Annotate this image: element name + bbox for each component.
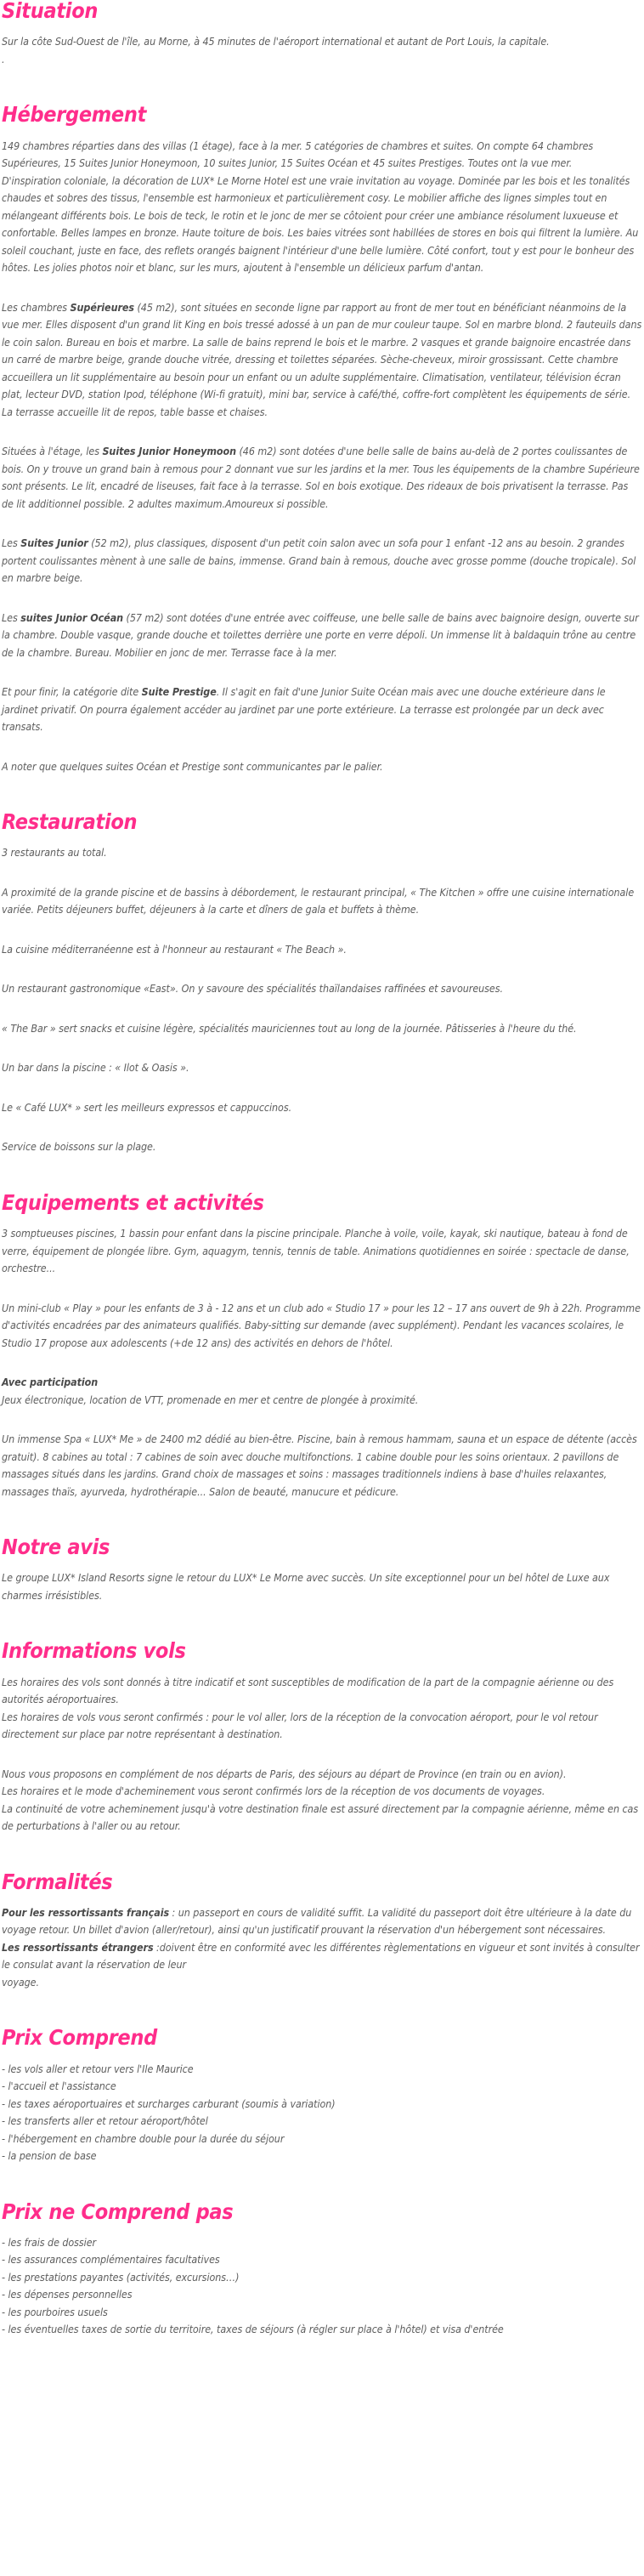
honeymoon-lead: Situées à l'étage, les (2, 445, 103, 457)
section-title-formalites: Formalités (2, 1869, 113, 1894)
spacer (2, 862, 642, 884)
spacer (2, 1037, 642, 1059)
spacer (2, 1278, 642, 1300)
list-item: - les taxes aéroportuaires et surcharges carburant (soumis à variation) (2, 2097, 336, 2110)
section-prix-comprend (2, 2027, 642, 2165)
vols-schedule-confirmation: Les horaires de vols vous seront confirmés : pour le vol aller, lors de la réception de la convocation aéroport, pour le vol retour directement sur place par notre représentant à destination. (2, 1710, 598, 1740)
honeymoon-name: Suites Junior Honeymoon (102, 445, 236, 457)
superieures-name: Supérieures (70, 300, 135, 314)
ocean-description: (57 m2) sont dotées d'une entrée avec coiffeuse, une belle salle de bains avec baignoire design, ouverte sur la chambre. Double vasque, grande douche et toilettes derrière une porte en verre dépoli. Un immense lit à baldaquin trône au centre de la chambre. Bureau. Mobilier en jonc de mer. Terrasse face à la mer. (2, 610, 639, 659)
list-item: - l'hébergement en chambre double pour la durée du séjour (2, 2131, 285, 2145)
section-prix-ne-comprend-pas (2, 2201, 642, 2339)
formalites-etrangers-text-2: voyage. (2, 1975, 39, 1989)
vols-schedule-indicative: Les horaires des vols sont donnés à titre indicatif et sont susceptibles de modification de la part de la compagnie aérienne ou des autorités aéroportuaires. (2, 1675, 614, 1705)
ocean-name: suites Junior Océan (20, 610, 124, 624)
hebergement-note: A noter que quelques suites Océan et Prestige sont communicantes par le palier. (2, 759, 383, 773)
spacer (2, 421, 642, 443)
spacer (2, 1156, 642, 1192)
equipements-participation-text: Jeux électronique, location de VTT, promenade en mer et centre de plongée à proximité. (2, 1393, 419, 1406)
list-item: - les vols aller et retour vers l'Ile Maurice (2, 2062, 194, 2075)
restaurant-the-kitchen: A proximité de la grande piscine et de bassins à débordement, le restaurant principal, « The Kitchen » offre une cuisine internationale variée. Petits déjeuners buffet, déjeuners à la carte et dîners de gala et buffets à thème. (2, 885, 635, 916)
honeymoon-description: (46 m2) sont dotées d'une belle salle de bains au-delà de 2 portes coulissantes de bois. On y trouve un grand bain à remous pour 2 donnant vue sur les jardins et la mer. Tous les équipements de la chambre Supérieure sont présents. Le lit, encadré de liseuses, fait face à la terrasse. Sol en bois exotique. Des rideaux de bois privatisent la terrasse. Pas de lit additionnel possible. 2 adultes maximum.Amoureux si possible. (2, 445, 640, 510)
section-hebergement (2, 104, 642, 775)
situation-paragraph-2: . (2, 52, 5, 65)
vols-continuity: La continuité de votre acheminement jusqu'à votre destination finale est assuré directement par la compagnie aérienne, même en cas de perturbations à l'aller ou au retour. (2, 1801, 639, 1832)
prix-comprend-list (2, 2061, 642, 2165)
restaurant-the-beach: La cuisine méditerranéenne est à l'honneur au restaurant « The Beach ». (2, 942, 347, 956)
spacer (2, 1991, 642, 2027)
prestige-lead: Et pour finir, la catégorie dite (2, 685, 142, 698)
section-notre-avis (2, 1536, 642, 1604)
section-title-prix-comprend: Prix Comprend (2, 2025, 157, 2051)
list-item: - les pourboires usuels (2, 2305, 108, 2318)
spacer (2, 1501, 642, 1536)
spacer (2, 68, 642, 104)
vols-documents-confirmation: Les horaires et le mode d'acheminement vous seront confirmés lors de la réception de vos documents de voyages. (2, 1784, 545, 1797)
spacer (2, 661, 642, 684)
section-situation (2, 0, 642, 68)
spacer (2, 2165, 642, 2201)
spacer (2, 919, 642, 941)
prix-ne-comprend-pas-list (2, 2234, 642, 2339)
section-formalites (2, 1871, 642, 1992)
restaurant-east: Un restaurant gastronomique «East». On y savoure des spécialités thaïlandaises raffinées et savoureuses. (2, 982, 503, 996)
list-item: - l'accueil et l'assistance (2, 2080, 116, 2092)
section-title-informations-vols: Informations vols (2, 1638, 186, 1664)
superieures-lead: Les chambres (2, 300, 71, 314)
spacer (2, 277, 642, 299)
list-item: - les prestations payantes (activités, excursions…) (2, 2270, 240, 2284)
spacer (2, 736, 642, 758)
section-title-hebergement: Hébergement (2, 102, 147, 128)
spacer (2, 1744, 642, 1766)
spacer (2, 587, 642, 610)
equipements-spa: Un immense Spa « LUX* Me » de 2400 m2 dédié au bien-être. Piscine, bain à remous hammam, sauna et un espace de détente (accès gratuit). 8 cabines au total : 7 cabines de soin avec douche multifonctions. 1 cabine double pour les soins orientaux. 2 pavillons de massages situés dans les jardins. Grand choix de massages et soins : massages traditionnels indiens à base d'huiles relaxantes, massages thaïs, ayurveda, hydrothérapie... Salon de beauté, manucure et pédicure. (2, 1433, 637, 1498)
room-type-junior-ocean (2, 610, 642, 662)
section-restauration (2, 811, 642, 1156)
list-item: - les dépenses personnelles (2, 2288, 133, 2301)
notre-avis-text: Le groupe LUX* Island Resorts signe le retour du LUX* Le Morne avec succès. Un site exceptionnel pour un bel hôtel de Luxe aux charmes irrésistibles. (2, 1571, 610, 1602)
junior-name: Suites Junior (20, 536, 88, 549)
section-equipements-activites (2, 1189, 642, 1501)
prestige-description: . Il s'agit en fait d'une Junior Suite Océan mais avec une douche extérieure dans le jardinet privatif. On pourra également accéder au jardinet par une porte extérieure. La terrasse est prolongée par un deck avec transats. (2, 685, 606, 733)
spacer (2, 1836, 642, 1871)
spacer (2, 1116, 642, 1138)
equipements-pools-sports: 3 somptueuses piscines, 1 bassin pour enfant dans la piscine principale. Planche à voile, voile, kayak, ski nautique, bateau à fond de verre, équipement de plongée libre. Gym, aquagym, tennis, tennis de table. Animations quotidiennes en soirée : spectacle de danse, orchestre... (2, 1227, 630, 1274)
hebergement-paragraph-decoration: D'inspiration coloniale, la décoration de LUX* Le Morne Hotel est une vraie invitation au voyage. Dominée par les bois et les tonalités chaudes et sobres des tissus, l'ensemble est harmonieux et particulièrement cosy. Le mobilier affiche des lignes simples tout en mélangeant différents bois. Le bois de teck, le rotin et le jonc de mer se côtoient pour créer une ambiance résolument luxueuse et confortable. Belles lampes en bronze. Haute toiture de bois. Les baies vitrées sont habillées de stores en bois qui filtrent la lumière. Au soleil couchant, juste en face, des reflets orangés baignent l'intérieur d'une belle lumière. Côté confort, tout y est pour le bonheur des hôtes. Les jolies photos noir et blanc, sur les murs, ajoutent à l'ensemble un délicieux parfum d'antan. (2, 173, 639, 274)
spacer (2, 1352, 642, 1374)
junior-description: (52 m2), plus classiques, disposent d'un petit coin salon avec un sofa pour 1 enfant -12 ans au besoin. 2 grandes portent coulissantes mènent à une salle de bains, immense. Grand bain à remous, douche avec grosse pomme (douche tropicale). Sol en marbre beige. (2, 536, 636, 584)
section-title-restauration: Restauration (2, 809, 138, 834)
section-title-equipements: Equipements et activités (2, 1189, 264, 1215)
superieures-description: (45 m2), sont situées en seconde ligne par rapport au front de mer tout en bénéficiant néanmoins de la vue mer. Elles disposent d'un grand lit King en bois tressé adossé à un pan de mur couleur taupe. Sol en marbre blond. 2 fauteuils dans le coin salon. Bureau en bois et marbre. La salle de bains reprend le bois et le marbre. 2 vasques et grande baignoire encastrée dans un carré de marbre beige, grande douche vitrée, dressing et toilettes séparées. Sèche-cheveux, miroir grossissant. Cette chambre accueillera un lit supplémentaire au besoin pour un enfant ou un adulte supplémentaire. Climatisation, ventilateur, télévision écran plat, lecteur DVD, station Ipod, téléphone (Wi-fi gratuit), mini bar, service à café/thé, coffre-fort complètent les équipements de série. La terrasse accueille lit de repos, table basse et chaises. (2, 300, 642, 418)
room-type-suite-prestige (2, 684, 642, 736)
room-type-suites-junior (2, 535, 642, 587)
spacer (2, 1409, 642, 1431)
section-title-notre-avis: Notre avis (2, 1535, 110, 1559)
hebergement-paragraph-rooms-count: 149 chambres réparties dans des villas (1 étage), face à la mer. 5 catégories de chambres et suites. On compte 64 chambres Supérieures, 15 Suites Junior Honeymoon, 10 suites Junior, 15 Suites Océan et 45 suites Prestiges. Toutes ont la vue mer. (2, 139, 594, 169)
spacer (2, 513, 642, 535)
list-item: - les transferts aller et retour aéroport/hôtel (2, 2114, 208, 2127)
spacer (2, 775, 642, 811)
junior-lead: Les (2, 536, 21, 549)
room-type-superieures (2, 299, 642, 422)
list-item: - la pension de base (2, 2149, 97, 2162)
formalites-etrangers-text: :doivent être en conformité avec les différentes règlementations en vigueur et sont invités à consulter le consulat avant la réservation de leur (2, 1940, 640, 1972)
section-informations-vols (2, 1640, 642, 1835)
section-title-situation: Situation (2, 0, 99, 23)
restauration-total: 3 restaurants au total. (2, 846, 107, 860)
list-item: - les assurances complémentaires facultatives (2, 2253, 220, 2267)
ocean-lead: Les (2, 610, 21, 624)
restaurant-cafe-lux: Le « Café LUX* » sert les meilleurs expressos et cappuccinos. (2, 1100, 292, 1114)
formalites-francais-text: : un passeport en cours de validité suffit. La validité du passeport doit être ultérieure à la date du voyage retour. Un billet d'avion (aller/retour), ainsi qu'un justificatif prouvant la réservation d'un hébergement sont nécessaires. (2, 1905, 632, 1937)
room-type-junior-honeymoon (2, 443, 642, 513)
spacer (2, 958, 642, 980)
spacer (2, 998, 642, 1020)
prestige-name: Suite Prestige (141, 685, 217, 698)
equipements-kids-clubs: Un mini-club « Play » pour les enfants de 3 à - 12 ans et un club ado « Studio 17 » pour les 12 – 17 ans ouvert de 9h à 22h. Programme d'activités encadrées par des animateurs qualifiés. Baby-sitting sur demande (avec supplément). Pendant les vacances scolaires, le Studio 17 propose aux adolescents (+de 12 ans) des activités en dehors de l'hôtel. (2, 1301, 641, 1349)
equipements-participation-label: Avec participation (2, 1376, 99, 1388)
situation-paragraph-1: Sur la côte Sud-Ouest de l'île, au Morne, à 45 minutes de l'aéroport international et autant de Port Louis, la capitale. (2, 35, 550, 48)
spacer (2, 1077, 642, 1099)
formalites-etrangers (2, 1939, 642, 1974)
list-item: - les frais de dossier (2, 2235, 97, 2249)
restaurant-the-bar: « The Bar » sert snacks et cuisine légère, spécialités mauriciennes tout au long de la journée. Pâtisseries à l'heure du thé. (2, 1021, 577, 1035)
list-item: - les éventuelles taxes de sortie du territoire, taxes de séjours (à régler sur place à l'hôtel) et visa d'entrée (2, 2323, 504, 2336)
restaurant-beach-drinks: Service de boissons sur la plage. (2, 1140, 156, 1154)
formalites-francais (2, 1904, 642, 1939)
formalites-francais-label: Pour les ressortissants français (2, 1905, 170, 1919)
restaurant-ilot-oasis: Un bar dans la piscine : « Ilot & Oasis ». (2, 1061, 189, 1075)
section-title-prix-ne-comprend-pas: Prix ne Comprend pas (2, 2199, 234, 2224)
formalites-etrangers-label: Les ressortissants étrangers (2, 1940, 154, 1954)
spacer (2, 1604, 642, 1640)
vols-province-departures: Nous vous proposons en complément de nos départs de Paris, des séjours au départ de Province (en train ou en avion). (2, 1767, 567, 1780)
